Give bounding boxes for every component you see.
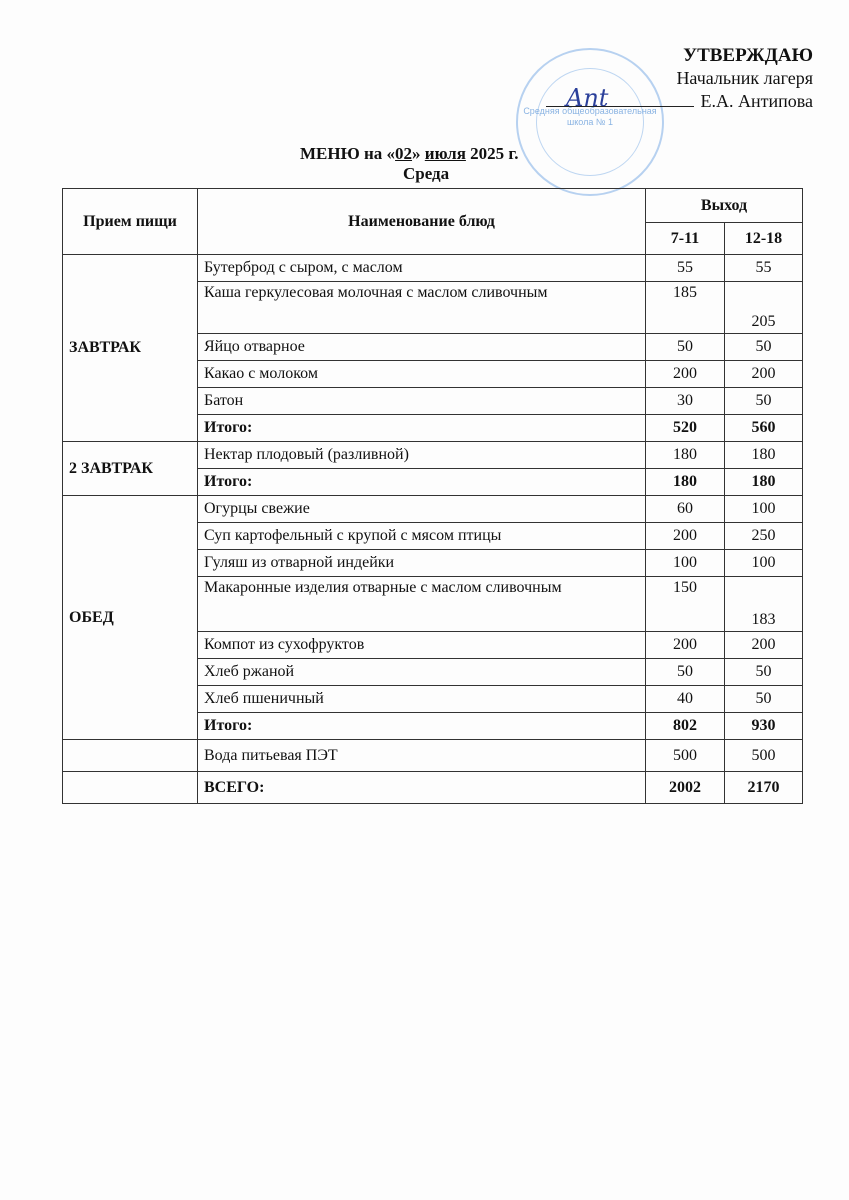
output-12-18: 2170 <box>725 772 803 804</box>
output-12-18: 180 <box>725 442 803 469</box>
empty-meal-cell <box>63 740 198 772</box>
output-12-18: 250 <box>725 523 803 550</box>
header-age-12-18: 12-18 <box>725 223 803 255</box>
output-7-11: 200 <box>646 361 725 388</box>
header-age-7-11: 7-11 <box>646 223 725 255</box>
output-12-18: 50 <box>725 659 803 686</box>
dish-name: Хлеб ржаной <box>198 659 646 686</box>
menu-table <box>62 188 803 804</box>
dish-name: Итого: <box>198 415 646 442</box>
output-7-11: 802 <box>646 713 725 740</box>
signature-line <box>546 92 694 107</box>
dish-name: Бутерброд с сыром, с маслом <box>198 255 646 282</box>
table-row <box>63 772 803 804</box>
dish-name: Нектар плодовый (разливной) <box>198 442 646 469</box>
output-7-11: 200 <box>646 632 725 659</box>
signature: Ant <box>566 84 609 112</box>
output-7-11: 200 <box>646 523 725 550</box>
dish-name: Вода питьевая ПЭТ <box>198 740 646 772</box>
output-7-11: 150 <box>646 577 725 632</box>
output-12-18: 180 <box>725 469 803 496</box>
table-row <box>63 255 803 282</box>
dish-name: ВСЕГО: <box>198 772 646 804</box>
output-7-11: 185 <box>646 282 725 334</box>
output-12-18: 930 <box>725 713 803 740</box>
output-7-11: 180 <box>646 442 725 469</box>
output-12-18: 183 <box>725 577 803 632</box>
output-7-11: 55 <box>646 255 725 282</box>
header-output: Выход <box>646 189 803 223</box>
dish-name: Макаронные изделия отварные с маслом сливочным <box>198 577 646 632</box>
weekday: Среда <box>403 164 450 183</box>
dish-name: Какао с молоком <box>198 361 646 388</box>
output-12-18: 560 <box>725 415 803 442</box>
output-7-11: 50 <box>646 659 725 686</box>
output-12-18: 200 <box>725 632 803 659</box>
dish-name: Гуляш из отварной индейки <box>198 550 646 577</box>
dish-name: Яйцо отварное <box>198 334 646 361</box>
table-row <box>63 740 803 772</box>
approver-position: Начальник лагеря <box>676 68 813 88</box>
date-month: июля <box>424 144 466 163</box>
table-row <box>63 442 803 469</box>
dish-name: Суп картофельный с крупой с мясом птицы <box>198 523 646 550</box>
header-meal: Прием пищи <box>63 189 198 255</box>
school-stamp: Средняя общеобразовательная школа № 1 <box>516 48 664 196</box>
output-12-18: 500 <box>725 740 803 772</box>
meal-label: 2 ЗАВТРАК <box>63 442 198 496</box>
meal-label: ЗАВТРАК <box>63 255 198 442</box>
dish-name: Огурцы свежие <box>198 496 646 523</box>
output-7-11: 100 <box>646 550 725 577</box>
dish-name: Итого: <box>198 713 646 740</box>
output-7-11: 500 <box>646 740 725 772</box>
output-7-11: 520 <box>646 415 725 442</box>
table-row <box>63 496 803 523</box>
output-7-11: 40 <box>646 686 725 713</box>
dish-name: Батон <box>198 388 646 415</box>
output-7-11: 30 <box>646 388 725 415</box>
output-12-18: 50 <box>725 686 803 713</box>
output-12-18: 205 <box>725 282 803 334</box>
page-title: МЕНЮ на «02» июля 2025 г. <box>300 144 519 163</box>
output-7-11: 180 <box>646 469 725 496</box>
meal-label: ОБЕД <box>63 496 198 740</box>
dish-name: Хлеб пшеничный <box>198 686 646 713</box>
dish-name: Компот из сухофруктов <box>198 632 646 659</box>
output-12-18: 55 <box>725 255 803 282</box>
output-12-18: 200 <box>725 361 803 388</box>
approval-title: УТВЕРЖДАЮ <box>683 45 813 66</box>
output-7-11: 60 <box>646 496 725 523</box>
header-dish: Наименование блюд <box>198 189 646 255</box>
output-7-11: 2002 <box>646 772 725 804</box>
output-7-11: 50 <box>646 334 725 361</box>
output-12-18: 50 <box>725 388 803 415</box>
dish-name: Каша геркулесовая молочная с маслом сливочным <box>198 282 646 334</box>
output-12-18: 100 <box>725 496 803 523</box>
approval-block <box>546 44 813 113</box>
output-12-18: 100 <box>725 550 803 577</box>
output-12-18: 50 <box>725 334 803 361</box>
date-day: 02 <box>395 144 413 163</box>
dish-name: Итого: <box>198 469 646 496</box>
approver-name: Е.А. Антипова <box>700 91 813 111</box>
empty-meal-cell <box>63 772 198 804</box>
